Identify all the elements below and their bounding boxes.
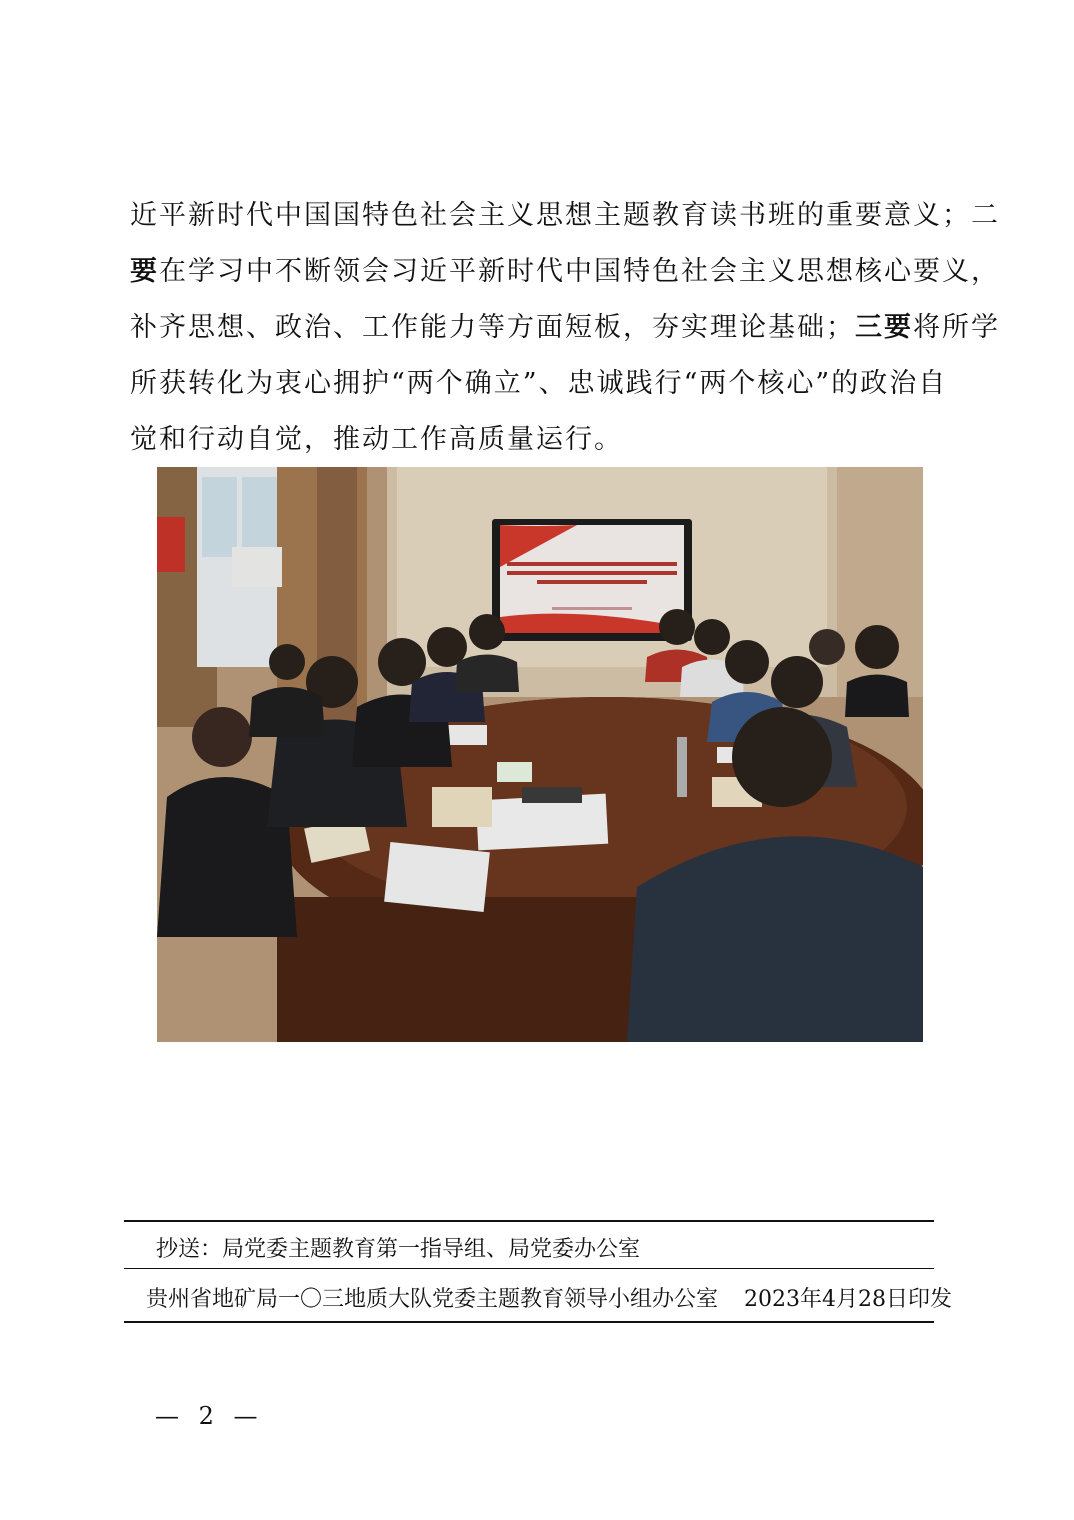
body-line — [130, 356, 950, 412]
body-paragraph — [130, 188, 1000, 468]
page-number: — 2 — — [155, 1402, 264, 1430]
body-line — [130, 412, 950, 468]
footer-bottom-rule — [124, 1321, 934, 1323]
meeting-photo — [157, 467, 923, 1042]
body-line — [130, 300, 1000, 356]
footer-middle-rule — [124, 1268, 934, 1269]
footer-top-rule — [124, 1220, 934, 1222]
cc-label: 抄送： — [156, 1237, 223, 1262]
issue-date: 2023年4月28日印发 — [744, 1287, 952, 1312]
body-line — [130, 244, 1000, 300]
body-text-segment: 觉和行动自觉，推动工作高质量运行。 — [130, 424, 623, 455]
issuer-line — [124, 1282, 956, 1313]
emphasis-text: 要 — [130, 256, 159, 287]
body-text-segment: 所获转化为衷心拥护“两个确立”、忠诚践行“两个核心”的政治自 — [130, 368, 948, 399]
cc-line — [124, 1232, 966, 1263]
body-text-segment: 将所学 — [913, 312, 1000, 343]
cc-value: 局党委主题教育第一指导组、局党委办公室 — [222, 1237, 641, 1262]
body-line — [130, 188, 1000, 244]
meeting-photo-icon — [157, 467, 923, 1042]
body-text-segment: 近平新时代中国国特色社会主义思想主题教育读书班的重要意义；二 — [130, 200, 1000, 231]
emphasis-text: 三要 — [855, 312, 913, 343]
issuer-name: 贵州省地矿局一〇三地质大队党委主题教育领导小组办公室 — [146, 1287, 719, 1312]
body-text-segment: 补齐思想、政治、工作能力等方面短板，夯实理论基础； — [130, 312, 855, 343]
body-text-segment: 在学习中不断领会习近平新时代中国特色社会主义思想核心要义， — [159, 256, 1000, 287]
